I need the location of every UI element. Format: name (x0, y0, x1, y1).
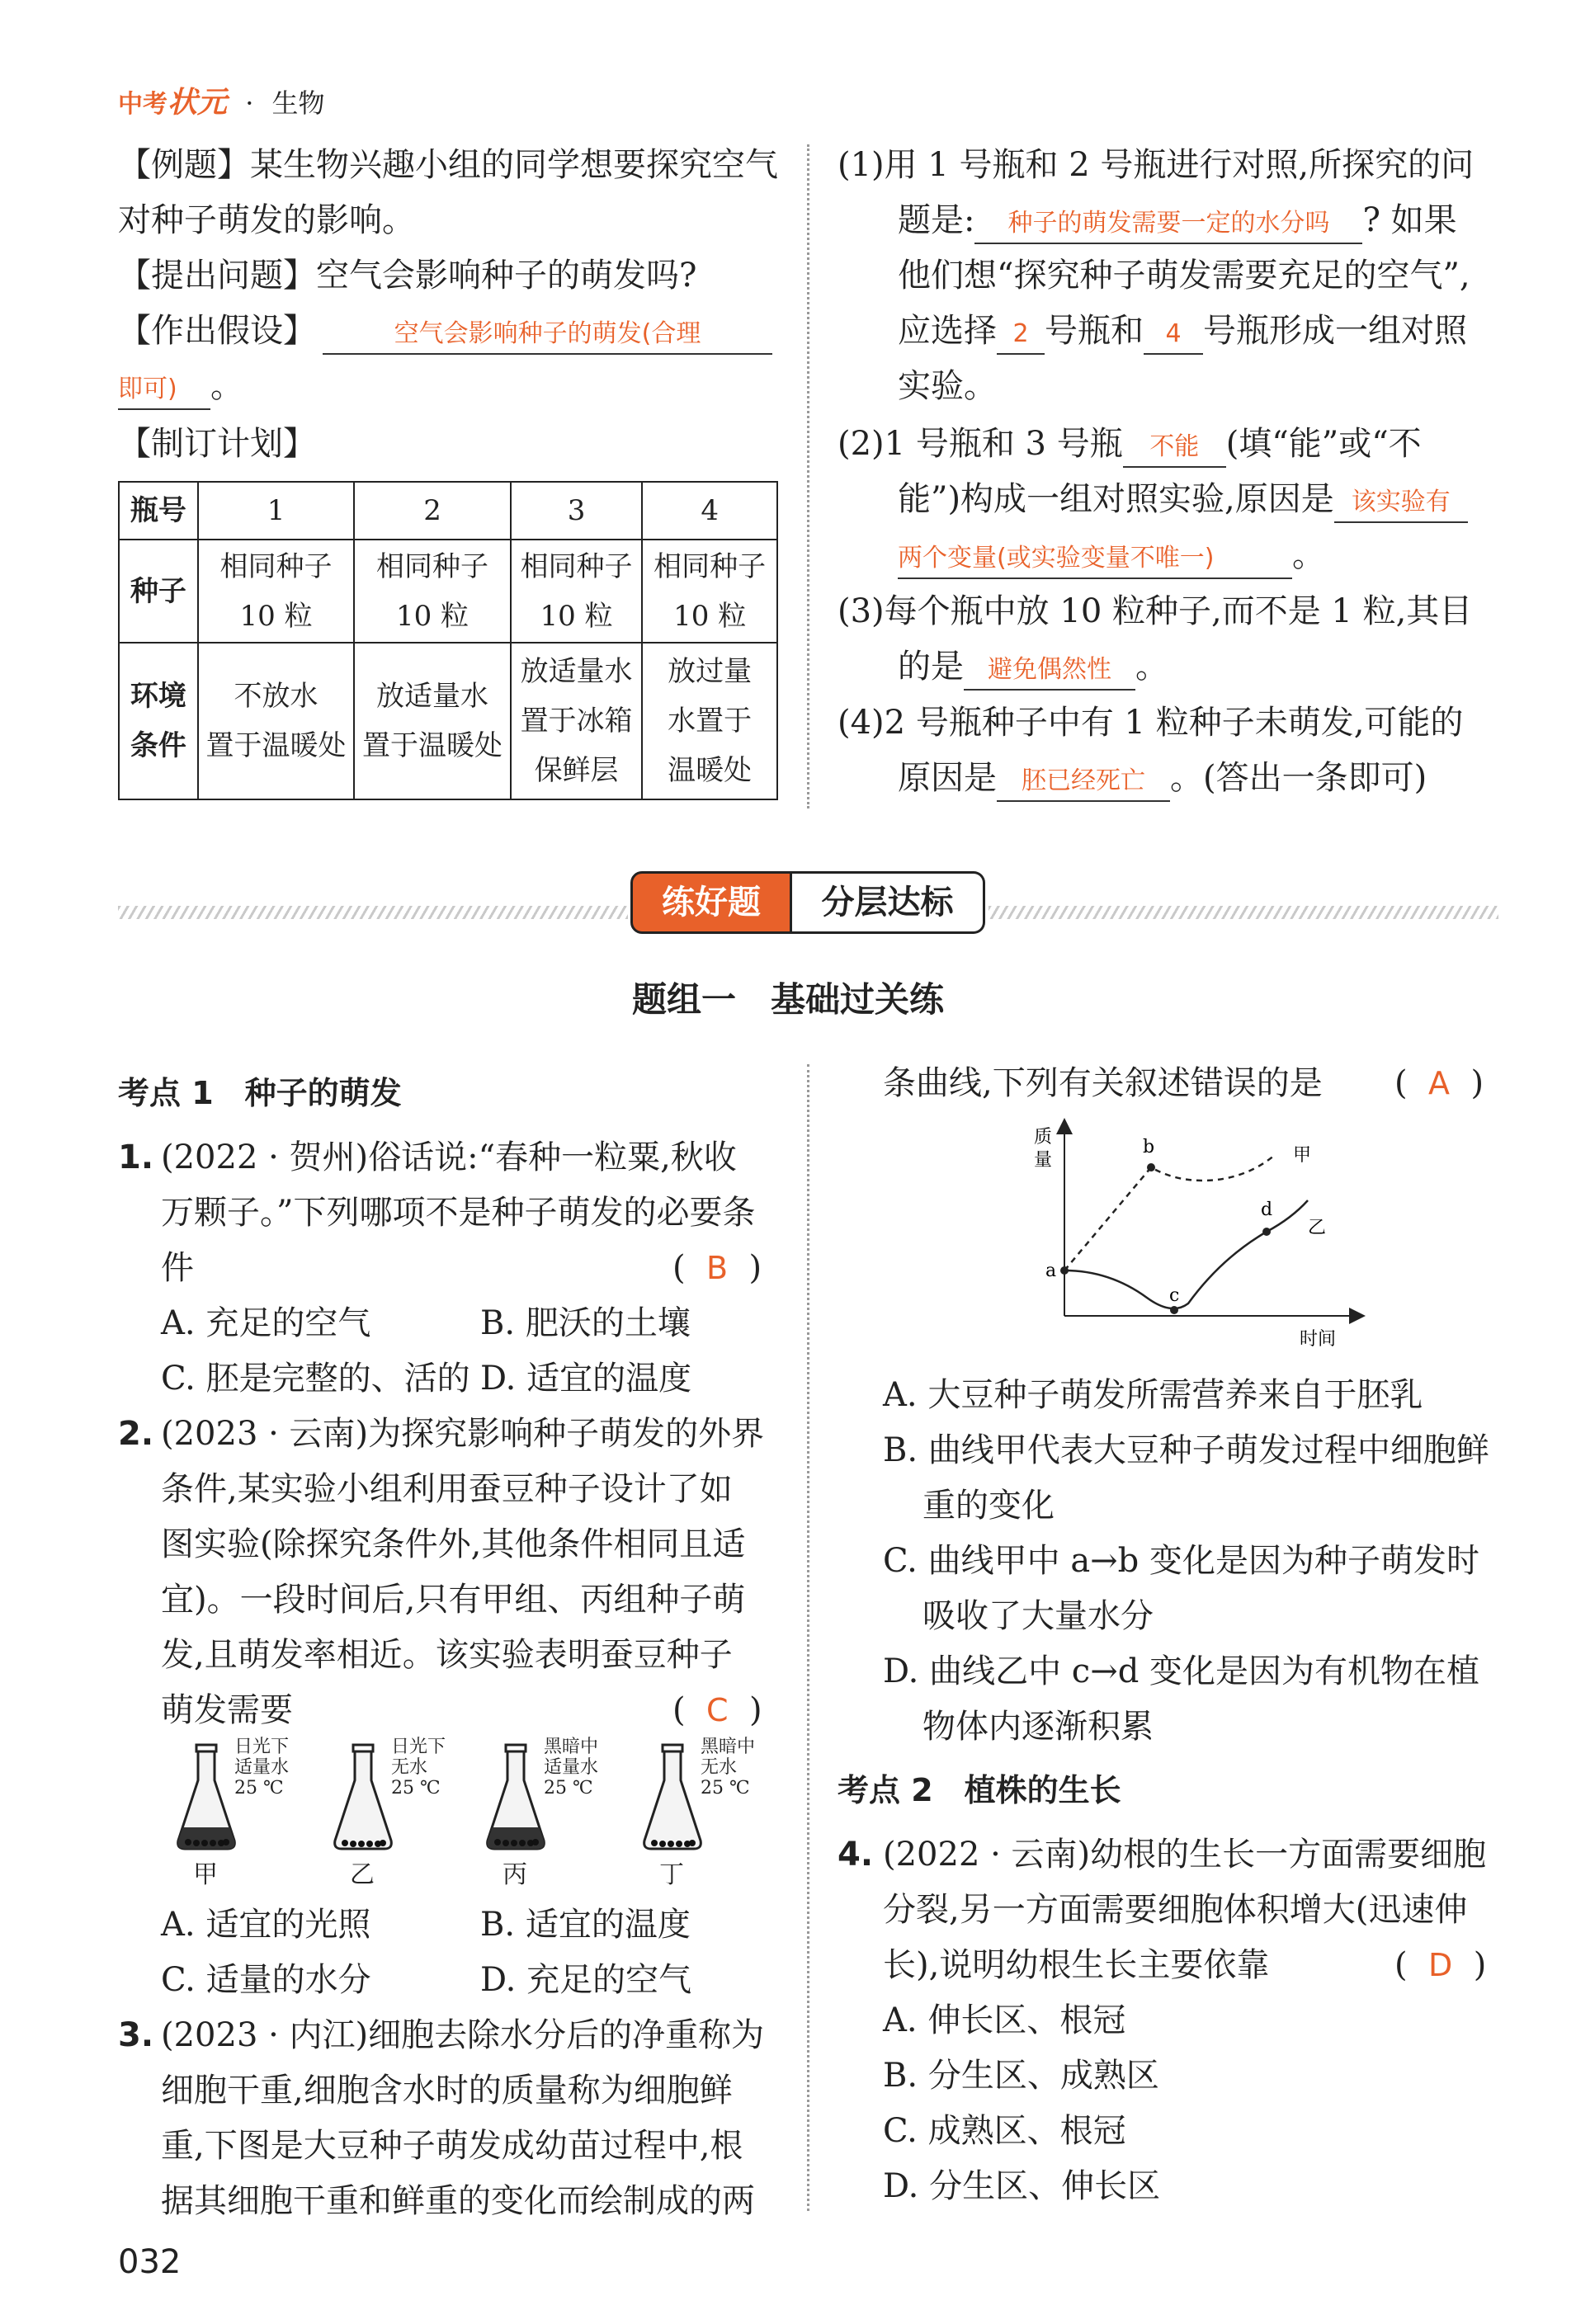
q4-number: 4. (838, 1836, 874, 1874)
flask-figure (173, 1737, 784, 1889)
q2-line-5: 发,且萌发率相近。该实验表明蚕豆种子 (161, 1636, 733, 1674)
eq1-line-4 (898, 304, 1467, 359)
eq1-line-1: (1)用 1 号瓶和 2 号瓶进行对照,所探究的问 (838, 146, 1475, 184)
page-number: 032 (118, 2243, 182, 2281)
flask-light: 黑暗中 (701, 1737, 756, 1757)
env-text: 置于温暖处 (362, 729, 503, 762)
eq3-line-2 (898, 639, 1168, 695)
q2-line-1 (118, 1407, 764, 1462)
q1-option-b: B. 肥沃的土壤 (480, 1304, 691, 1342)
eq1-blank-2 (997, 312, 1045, 355)
seed-count: 10 粒 (239, 599, 313, 633)
eq1-blank (974, 201, 1362, 244)
flask-water: 无水 (701, 1757, 738, 1778)
q3-line-1 (118, 2008, 764, 2063)
eq2-answer-b: 两个变量(或实验变量不唯一) (898, 544, 1215, 573)
banner-left (630, 871, 792, 934)
y-axis-label-2: 量 (1034, 1150, 1053, 1171)
plan-label: 【制订计划】 (118, 425, 316, 463)
point-label-d: d (1261, 1200, 1273, 1220)
q3-number: 3. (118, 2016, 154, 2054)
q2-answer: C (706, 1692, 729, 1728)
series-jia-line (1064, 1155, 1275, 1270)
eq3-answer: 避免偶然性 (988, 655, 1111, 684)
q3-line-3: 重,下图是大豆种子萌发成幼苗过程中,根 (161, 2127, 743, 2165)
q3-answer: A (1428, 1065, 1451, 1101)
eq2-blank-3 (898, 536, 1292, 579)
env-cell (198, 643, 354, 799)
env-cell (642, 643, 777, 799)
q3-text: (2023 · 内江)细胞去除水分后的净重称为 (161, 2016, 765, 2054)
eq4-answer: 胚已经死亡 (1022, 766, 1145, 795)
point-b (1147, 1163, 1155, 1171)
flask-icon (330, 1743, 396, 1855)
eq1-line-5: 实验。 (898, 367, 997, 405)
bottle-number: 2 (354, 482, 510, 540)
banner-left-text: 练好题 (662, 884, 761, 922)
q4-option-a: A. 伸长区、根冠 (883, 2001, 1126, 2039)
env-label-cell (119, 643, 198, 799)
flask-water: 无水 (391, 1757, 428, 1778)
seed-cell (354, 540, 510, 643)
flask-temp: 25 ℃ (391, 1778, 441, 1798)
env-cell (354, 643, 510, 799)
group-title: 题组一 基础过关练 (631, 979, 944, 1020)
point-label-c: c (1169, 1285, 1180, 1306)
example-question: 【提出问题】空气会影响种子的萌发吗? (118, 257, 697, 295)
kp2-heading: 考点 2 植株的生长 (838, 1772, 1121, 1808)
eq4-prefix: 原因是 (898, 759, 997, 797)
flask-item (639, 1737, 784, 1889)
q4-option-d: D. 分生区、伸长区 (883, 2167, 1161, 2205)
hypothesis-label: 【作出假设】 (118, 312, 316, 350)
x-axis-label: 时间 (1300, 1329, 1337, 1350)
example-hypothesis (118, 304, 772, 359)
q1-line-3: 件 (161, 1249, 194, 1287)
q3-option-d: D. 曲线乙中 c→d 变化是因为有机物在植 (883, 1652, 1480, 1690)
hypothesis-answer-2: 即可) (118, 375, 177, 403)
env-text: 放过量 (668, 655, 753, 688)
seed-cell (642, 540, 777, 643)
q3-line-4: 据其细胞干重和鲜重的变化而绘制成的两 (161, 2182, 755, 2220)
eq2-suffix: (填“能”或“不 (1225, 425, 1422, 463)
subject-label: 生物 (271, 87, 325, 119)
seed-text: 相同种子 (219, 549, 333, 583)
env-text: 保鲜层 (534, 754, 619, 787)
flask-water: 适量水 (544, 1757, 599, 1778)
flask-temp: 25 ℃ (234, 1778, 284, 1798)
eq1-answer-2: 2 (1012, 319, 1029, 348)
brand-b: 状元 (168, 86, 228, 120)
point-a (1060, 1266, 1069, 1275)
header-dot: · (245, 87, 254, 119)
flask-light: 日光下 (234, 1737, 290, 1757)
banner-right (792, 871, 985, 934)
q4-text: (2022 · 云南)幼根的生长一方面需要细胞 (883, 1836, 1487, 1874)
eq2-answer: 不能 (1149, 432, 1200, 461)
q4-option-b: B. 分生区、成熟区 (883, 2057, 1159, 2095)
q4-answer: D (1428, 1947, 1453, 1983)
q2-line-2: 条件,某实验小组利用蚕豆种子设计了如 (161, 1470, 733, 1508)
seed-count: 10 粒 (395, 599, 469, 633)
point-d (1262, 1228, 1271, 1236)
example-line-2: 对种子萌发的影响。 (118, 201, 415, 239)
q2-line-3: 图实验(除探究条件外,其他条件相同且适 (161, 1525, 746, 1563)
q2-line-4: 宜)。一段时间后,只有甲组、丙组种子萌 (161, 1581, 746, 1619)
flask-water: 适量水 (234, 1757, 290, 1778)
example-line-1: 【例题】某生物兴趣小组的同学想要探究空气 (118, 146, 778, 184)
q2-text: (2023 · 云南)为探究影响种子萌发的外界 (161, 1415, 765, 1453)
env-text: 温暖处 (668, 754, 753, 787)
flask-light: 黑暗中 (544, 1737, 599, 1757)
hypothesis-answer-1: 空气会影响种子的萌发(合理 (394, 319, 701, 348)
eq1-form: 号瓶形成一组对照 (1203, 312, 1467, 350)
q1-option-c: C. 胚是完整的、活的 (161, 1360, 470, 1398)
q2-number: 2. (118, 1415, 154, 1453)
banner (630, 871, 985, 934)
eq1-answer: 种子的萌发需要一定的水分吗 (1007, 209, 1330, 238)
flask-item (330, 1737, 483, 1889)
eq2-blank-2 (1334, 480, 1468, 523)
seed-text: 相同种子 (654, 549, 767, 583)
q4-option-c: C. 成熟区、根冠 (883, 2112, 1126, 2150)
seed-count: 10 粒 (540, 599, 613, 633)
q2-option-b: B. 适宜的温度 (480, 1906, 691, 1944)
env-text: 置于温暖处 (205, 729, 347, 762)
q4-answer-paren: ( D ) (1394, 1946, 1487, 1984)
eq3-end: 。 (1135, 648, 1168, 686)
banner-stripe-left (118, 906, 628, 919)
kp1-heading: 考点 1 种子的萌发 (118, 1075, 402, 1111)
seed-text: 相同种子 (520, 549, 633, 583)
eq2-reason: 能”)构成一组对照实验,原因是 (898, 480, 1334, 518)
q3-line-2: 细胞干重,细胞含水时的质量称为细胞鲜 (161, 2072, 733, 2110)
series-label-jia: 甲 (1293, 1145, 1312, 1166)
hypothesis-blank-1 (323, 312, 772, 355)
env-label-2: 条件 (130, 729, 186, 762)
eq3-blank (964, 648, 1135, 691)
y-axis-label-1: 质 (1034, 1127, 1053, 1148)
brand-a: 中考 (118, 90, 168, 119)
q2-option-c: C. 适量的水分 (161, 1961, 371, 1999)
eq2-prefix: (2)1 号瓶和 3 号瓶 (838, 425, 1123, 463)
eq1-and: 号瓶和 (1045, 312, 1144, 350)
eq4-end: 。(答出一条即可) (1170, 759, 1427, 797)
q3-continued: 条曲线,下列有关叙述错误的是 (883, 1064, 1323, 1102)
bottle-number: 4 (642, 482, 777, 540)
bottle-number: 1 (198, 482, 354, 540)
point-label-a: a (1045, 1261, 1057, 1281)
q1-answer-paren: ( B ) (672, 1249, 762, 1287)
eq2-line-3 (898, 528, 1325, 583)
q2-option-d: D. 充足的空气 (480, 1961, 692, 1999)
q1-text: (2022 · 贺州)俗话说:“春种一粒粟,秋收 (161, 1138, 737, 1176)
q1-option-a: A. 充足的空气 (161, 1304, 371, 1342)
flask-light: 日光下 (391, 1737, 446, 1757)
q1-line-2: 万颗子。”下列哪项不是种子萌发的必要条 (161, 1194, 756, 1232)
seed-label-cell: 种子 (119, 540, 198, 643)
seed-count: 10 粒 (673, 599, 747, 633)
q2-line-6: 萌发需要 (161, 1691, 293, 1729)
point-label-b: b (1143, 1137, 1155, 1157)
eq2-end: 。 (1292, 536, 1325, 574)
eq2-blank (1123, 425, 1226, 468)
flask-icon (483, 1743, 549, 1855)
banner-right-text: 分层达标 (821, 884, 954, 922)
q1-option-d: D. 适宜的温度 (480, 1360, 692, 1398)
eq2-line-1 (838, 417, 1422, 472)
q3-option-c: C. 曲线甲中 a→b 变化是因为种子萌发时 (883, 1542, 1480, 1580)
q3-option-d-cont: 物体内逐渐积累 (922, 1708, 1154, 1746)
seed-text: 相同种子 (376, 549, 489, 583)
eq1-prefix: 题是: (898, 201, 975, 239)
env-text: 放适量水 (520, 655, 633, 688)
eq1-line-3: 他们想“探究种子萌发需要充足的空气”, (898, 257, 1470, 295)
q3-option-c-cont: 吸收了大量水分 (922, 1597, 1154, 1635)
seed-cell (511, 540, 643, 643)
eq1-choose: 应选择 (898, 312, 997, 350)
eq1-answer-3: 4 (1165, 319, 1182, 348)
eq4-blank (997, 759, 1170, 802)
eq3-line-1: (3)每个瓶中放 10 粒种子,而不是 1 粒,其目 (838, 592, 1473, 630)
seed-cell (198, 540, 354, 643)
q4-line-2: 分裂,另一方面需要细胞体积增大(迅速伸 (883, 1891, 1468, 1929)
header (118, 82, 325, 125)
q1-answer: B (706, 1250, 729, 1286)
env-cell (511, 643, 643, 799)
flask-temp: 25 ℃ (544, 1778, 593, 1798)
flask-name: 乙 (350, 1860, 375, 1889)
eq4-line-2 (898, 751, 1427, 806)
q2-option-a: A. 适宜的光照 (161, 1906, 371, 1944)
q1-line-1 (118, 1130, 737, 1186)
q3-option-b-cont: 重的变化 (922, 1487, 1055, 1525)
flask-item (173, 1737, 326, 1889)
mass-time-chart (1027, 1118, 1374, 1357)
flask-icon (639, 1743, 705, 1855)
flask-temp: 25 ℃ (701, 1778, 750, 1798)
eq1-line-2 (898, 193, 1457, 248)
env-text: 不放水 (234, 680, 319, 713)
eq1-blank-3 (1144, 312, 1203, 355)
q3-option-a: A. 大豆种子萌发所需营养来自于胚乳 (883, 1376, 1423, 1414)
eq4-line-1: (4)2 号瓶种子中有 1 粒种子未萌发,可能的 (838, 704, 1464, 742)
point-c (1170, 1306, 1178, 1314)
q4-line-3: 长),说明幼根生长主要依靠 (883, 1946, 1270, 1984)
q4-line-1 (838, 1827, 1486, 1883)
series-label-yi: 乙 (1308, 1218, 1327, 1238)
hypothesis-period: 。 (210, 367, 243, 405)
env-text: 水置于 (668, 705, 753, 738)
q1-number: 1. (118, 1138, 154, 1176)
flask-name: 丙 (503, 1860, 527, 1889)
column-divider-bottom (807, 1064, 809, 2211)
env-label-1: 环境 (130, 680, 186, 713)
flask-name: 甲 (193, 1860, 218, 1889)
q3-option-b: B. 曲线甲代表大豆种子萌发过程中细胞鲜 (883, 1431, 1489, 1469)
bottle-label-cell: 瓶号 (119, 482, 198, 540)
eq2-answer-a: 该实验有 (1351, 488, 1451, 516)
q3-answer-paren: ( A ) (1394, 1064, 1484, 1102)
eq3-prefix: 的是 (898, 648, 964, 686)
q2-answer-paren: ( C ) (672, 1691, 762, 1729)
flask-item (483, 1737, 635, 1889)
hypothesis-blank-2 (118, 367, 210, 410)
example-hypothesis-cont (118, 359, 243, 414)
bottle-number: 3 (511, 482, 643, 540)
banner-stripe-right (989, 906, 1498, 919)
eq2-line-2 (898, 472, 1468, 527)
env-text: 放适量水 (376, 680, 489, 713)
eq1-suffix: ? 如果 (1362, 201, 1457, 239)
flask-icon (173, 1743, 239, 1855)
env-text: 置于冰箱 (520, 705, 633, 738)
column-divider-top (807, 144, 809, 808)
flask-name: 丁 (659, 1860, 684, 1889)
plan-table (118, 481, 778, 800)
